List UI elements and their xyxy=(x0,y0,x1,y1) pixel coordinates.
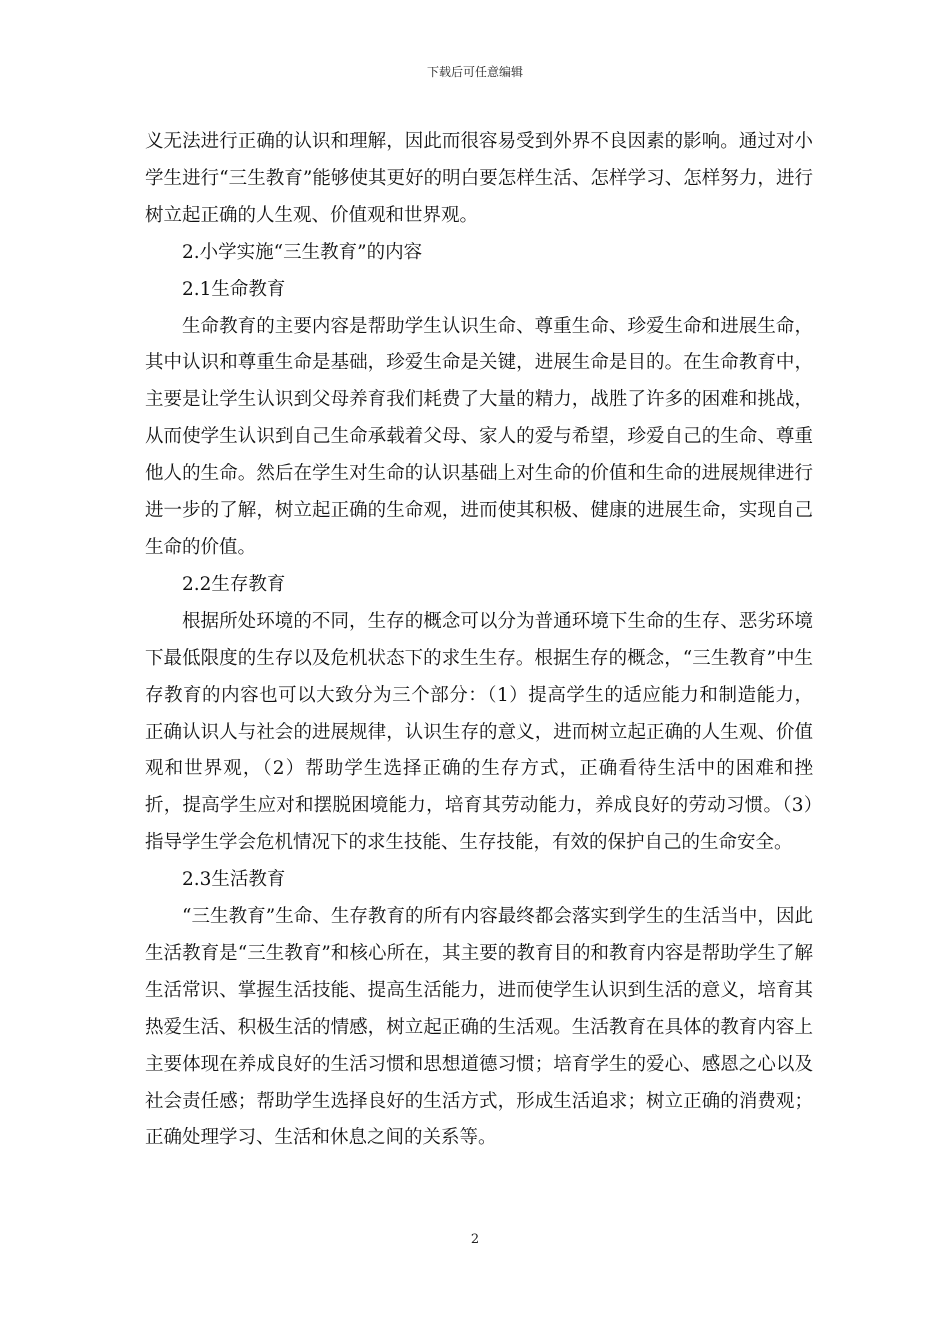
paragraph-survival-education: 根据所处环境的不同，生存的概念可以分为普通环境下生命的生存、恶劣环境下最低限度的生存以及危机状态下的求生生存。根据生存的概念，“三生教育”中生存教育的内容也可以大致分为三个部分：（1）提高学生的适应能力和制造能力，正确认识人与社会的进展规律，认识生存的意义，进而树立起正确的人生观、价值观和世界观，（2）帮助学生选择正确的生存方式，正确看待生活中的困难和挫折，提高学生应对和摆脱困境能力，培育其劳动能力，养成良好的劳动习惯。（3）指导学生学会危机情况下的求生技能、生存技能，有效的保护自己的生命安全。 xyxy=(145,610,813,854)
paragraph-continuation: 义无法进行正确的认识和理解，因此而很容易受到外界不良因素的影响。通过对小学生进行“三生教育”能够使其更好的明白要怎样生活、怎样学习、怎样努力，进行树立起正确的人生观、价值观和世界观。 xyxy=(145,131,813,226)
subsection-heading-2-1: 2.1生命教育 xyxy=(182,278,286,300)
paragraph-life-education: 生命教育的主要内容是帮助学生认识生命、尊重生命、珍爱生命和进展生命，其中认识和尊重生命是基础，珍爱生命是关键，进展生命是目的。在生命教育中，主要是让学生认识到父母养育我们耗费了大量的精力，战胜了许多的困难和挑战，从而使学生认识到自己生命承载着父母、家人的爱与希望，珍爱自己的生命、尊重他人的生命。然后在学生对生命的认识基础上对生命的价值和生命的进展规律进行进一步的了解，树立起正确的生命观，进而使其积极、健康的进展生命，实现自己生命的价值。 xyxy=(145,315,813,558)
subsection-heading-2-2: 2.2生存教育 xyxy=(182,573,286,595)
subsection-heading-2-3: 2.3生活教育 xyxy=(182,869,286,891)
section-heading-2: 2.小学实施“三生教育”的内容 xyxy=(182,241,423,263)
paragraph-living-education: “三生教育”生命、生存教育的所有内容最终都会落实到学生的生活当中，因此生活教育是“三生教育”和核心所在，其主要的教育目的和教育内容是帮助学生了解生活常识、掌握生活技能、提高生活能力，进而使学生认识到生活的意义，培育其热爱生活、积极生活的情感，树立起正确的生活观。生活教育在具体的教育内容上主要体现在养成良好的生活习惯和思想道德习惯；培育学生的爱心、感恩之心以及社会责任感；帮助学生选择良好的生活方式，形成生活追求；树立正确的消费观；正确处理学习、生活和休息之间的关系等。 xyxy=(145,906,813,1149)
page-number: 2 xyxy=(470,1232,480,1247)
page-header: 下载后可任意编辑 xyxy=(426,65,523,79)
document-body xyxy=(145,124,813,1157)
